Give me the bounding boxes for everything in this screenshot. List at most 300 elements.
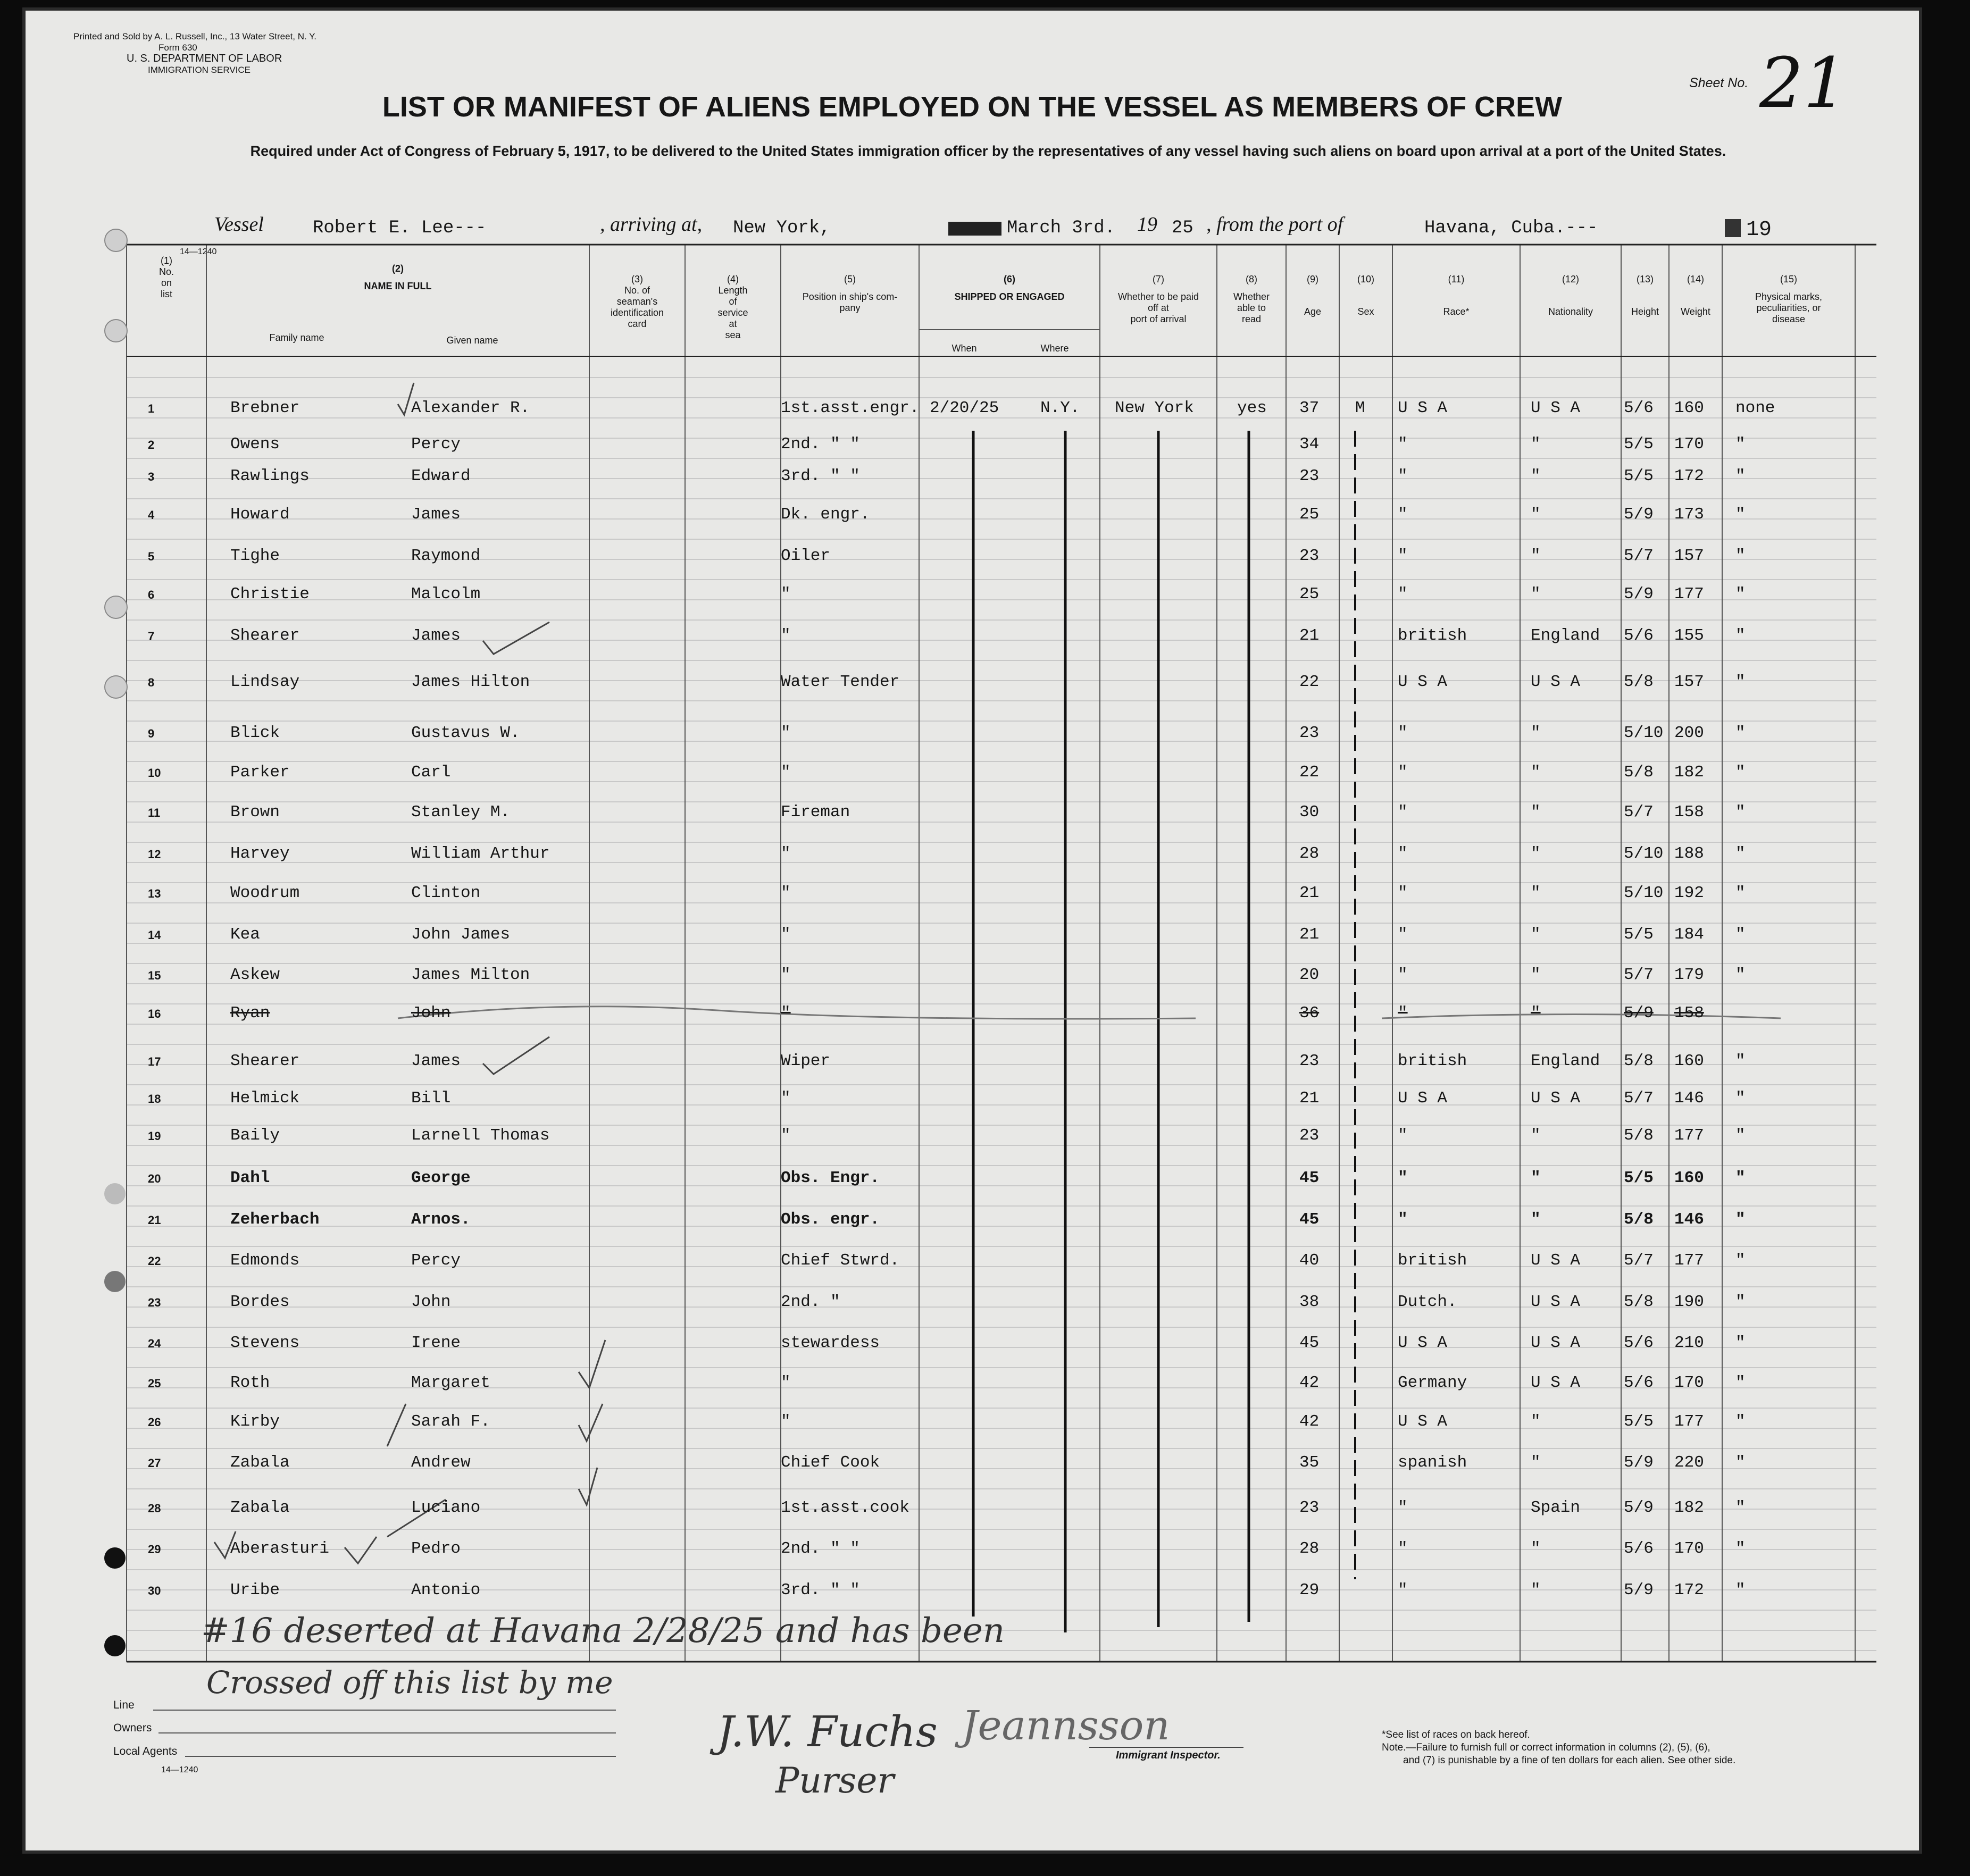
cell-position: 3rd. " " bbox=[781, 467, 860, 485]
cell-family: Rawlings bbox=[230, 467, 310, 485]
cell-height: 5/9 bbox=[1624, 585, 1654, 604]
cell-no: 26 bbox=[148, 1416, 161, 1429]
cell-weight: 158 bbox=[1674, 803, 1704, 822]
cell-marks: " bbox=[1735, 1374, 1746, 1392]
cell-given: Edward bbox=[411, 467, 471, 485]
cell-weight: 210 bbox=[1674, 1334, 1704, 1352]
handwritten-note-line-2: Crossed off this list by me bbox=[206, 1664, 613, 1701]
cell-family: Aberasturi bbox=[230, 1539, 330, 1558]
col-13-header: (13) Height bbox=[1631, 274, 1659, 317]
cell-nationality: U S A bbox=[1531, 1251, 1581, 1270]
cell-position: " bbox=[781, 1089, 791, 1108]
cell-race: U S A bbox=[1398, 1334, 1448, 1352]
cell-marks: " bbox=[1735, 1293, 1746, 1311]
inspector-signature: Jeannsson bbox=[962, 1702, 1170, 1749]
cell-race: " bbox=[1398, 467, 1408, 485]
cell-age: 30 bbox=[1299, 803, 1320, 822]
col-7-header: (7) Whether to be paid off at port of arrival bbox=[1117, 274, 1199, 324]
cell-nationality: " bbox=[1531, 1453, 1541, 1472]
cell-given: James bbox=[411, 1052, 461, 1070]
cell-nationality: England bbox=[1531, 626, 1600, 645]
cell-nationality: " bbox=[1531, 966, 1541, 984]
cell-position: 1st.asst.cook bbox=[781, 1498, 909, 1517]
cell-given: Malcolm bbox=[411, 585, 481, 604]
cell-given: James Milton bbox=[411, 966, 530, 984]
cell-position: 1st.asst.engr. bbox=[781, 399, 920, 417]
cell-nationality: " bbox=[1531, 844, 1541, 863]
cell-age: 23 bbox=[1299, 1498, 1320, 1517]
cell-nationality: " bbox=[1531, 763, 1541, 782]
line-label: Line bbox=[113, 1699, 135, 1711]
cell-given: Irene bbox=[411, 1334, 461, 1352]
cell-race: " bbox=[1398, 585, 1408, 604]
cell-family: Brown bbox=[230, 803, 280, 822]
cell-no: 2 bbox=[148, 438, 155, 451]
cell-given: Sarah F. bbox=[411, 1412, 490, 1431]
cell-race: " bbox=[1398, 763, 1408, 782]
cell-age: 23 bbox=[1299, 724, 1320, 742]
cell-marks: " bbox=[1735, 547, 1746, 565]
cell-given: Larnell Thomas bbox=[411, 1126, 550, 1145]
owners-rule bbox=[158, 1732, 616, 1733]
service-name: IMMIGRATION SERVICE bbox=[148, 65, 251, 75]
cell-position: 3rd. " " bbox=[781, 1581, 860, 1599]
cell-marks: " bbox=[1735, 1210, 1746, 1229]
cell-read: yes bbox=[1237, 399, 1267, 417]
cell-weight: 170 bbox=[1674, 1374, 1704, 1392]
cell-nationality: U S A bbox=[1531, 399, 1581, 417]
cell-race: " bbox=[1398, 505, 1408, 524]
cell-marks: " bbox=[1735, 884, 1746, 902]
cell-race: " bbox=[1398, 925, 1408, 944]
cell-marks: " bbox=[1735, 966, 1746, 984]
cell-height: 5/6 bbox=[1624, 626, 1654, 645]
cell-age: 29 bbox=[1299, 1581, 1320, 1599]
cell-no: 20 bbox=[148, 1172, 161, 1185]
cell-family: Uribe bbox=[230, 1581, 280, 1599]
local-agents-label: Local Agents bbox=[113, 1745, 178, 1757]
cell-position: " bbox=[781, 763, 791, 782]
cell-weight: 190 bbox=[1674, 1293, 1704, 1311]
cell-family: Shearer bbox=[230, 1052, 300, 1070]
cell-position: Obs. Engr. bbox=[781, 1169, 880, 1187]
cell-marks: " bbox=[1735, 505, 1746, 524]
cell-position: " bbox=[781, 966, 791, 984]
cell-position: 2nd. " " bbox=[781, 435, 860, 454]
cell-height: 5/8 bbox=[1624, 763, 1654, 782]
cell-height: 5/5 bbox=[1624, 1412, 1654, 1431]
cell-age: 23 bbox=[1299, 1126, 1320, 1145]
cell-no: 17 bbox=[148, 1055, 161, 1068]
cell-height: 5/10 bbox=[1624, 844, 1664, 863]
cell-given: Raymond bbox=[411, 547, 481, 565]
cell-nationality: U S A bbox=[1531, 673, 1581, 691]
cell-position: " bbox=[781, 884, 791, 902]
manifest-sheet bbox=[26, 11, 1919, 1850]
cell-no: 3 bbox=[148, 470, 155, 483]
cell-weight: 146 bbox=[1674, 1210, 1704, 1229]
cell-no: 30 bbox=[148, 1584, 161, 1597]
cell-when: 2/20/25 bbox=[930, 399, 999, 417]
cell-weight: 200 bbox=[1674, 724, 1704, 742]
cell-family: Baily bbox=[230, 1126, 280, 1145]
cell-given: William Arthur bbox=[411, 844, 550, 863]
cell-family: Howard bbox=[230, 505, 290, 524]
family-name-header: Family name bbox=[269, 332, 324, 343]
cell-position: Chief Cook bbox=[781, 1453, 880, 1472]
cell-weight: 146 bbox=[1674, 1089, 1704, 1108]
cell-family: Woodrum bbox=[230, 884, 300, 902]
right-number: 19 bbox=[1746, 218, 1772, 242]
cell-given: Clinton bbox=[411, 884, 481, 902]
cell-no: 16 bbox=[148, 1007, 161, 1020]
cell-age: 45 bbox=[1299, 1334, 1320, 1352]
cell-no: 14 bbox=[148, 928, 161, 942]
cell-no: 7 bbox=[148, 630, 155, 643]
cell-weight: 192 bbox=[1674, 884, 1704, 902]
cell-given: James bbox=[411, 626, 461, 645]
cell-weight: 160 bbox=[1674, 399, 1704, 417]
cell-no: 6 bbox=[148, 588, 155, 601]
cell-height: 5/6 bbox=[1624, 1539, 1654, 1558]
cell-given: Stanley M. bbox=[411, 803, 511, 822]
cell-height: 5/10 bbox=[1624, 884, 1664, 902]
col-11-header: (11) Race* bbox=[1443, 274, 1470, 317]
cell-position: " bbox=[781, 1412, 791, 1431]
inspector-label: Immigrant Inspector. bbox=[1116, 1749, 1221, 1761]
cell-height: 5/8 bbox=[1624, 673, 1654, 691]
cell-family: Helmick bbox=[230, 1089, 300, 1108]
cell-weight: 179 bbox=[1674, 966, 1704, 984]
cell-family: Christie bbox=[230, 585, 310, 604]
cell-weight: 220 bbox=[1674, 1453, 1704, 1472]
cell-given: Antonio bbox=[411, 1581, 481, 1599]
punch-hole bbox=[104, 319, 128, 342]
department-name: U. S. DEPARTMENT OF LABOR bbox=[127, 53, 282, 64]
cell-given: John James bbox=[411, 925, 511, 944]
cell-no: 1 bbox=[148, 402, 155, 415]
cell-age: 23 bbox=[1299, 1052, 1320, 1070]
cell-position: " bbox=[781, 1126, 791, 1145]
cell-weight: 172 bbox=[1674, 1581, 1704, 1599]
cell-no: 21 bbox=[148, 1213, 161, 1227]
cell-position: " bbox=[781, 626, 791, 645]
cell-marks: " bbox=[1735, 626, 1746, 645]
cell-no: 8 bbox=[148, 676, 155, 689]
cell-height: 5/8 bbox=[1624, 1210, 1654, 1229]
cell-race: Germany bbox=[1398, 1374, 1467, 1392]
cell-race: british bbox=[1398, 626, 1467, 645]
cell-family: Bordes bbox=[230, 1293, 290, 1311]
cell-height: 5/9 bbox=[1624, 505, 1654, 524]
agents-rule bbox=[185, 1756, 616, 1757]
cell-family: Zabala bbox=[230, 1453, 290, 1472]
cell-given: John bbox=[411, 1004, 451, 1023]
cell-race: spanish bbox=[1398, 1453, 1467, 1472]
col-12-header: (12) Nationality bbox=[1548, 274, 1593, 317]
cell-age: 21 bbox=[1299, 884, 1320, 902]
cell-nationality: U S A bbox=[1531, 1374, 1581, 1392]
cell-age: 45 bbox=[1299, 1210, 1320, 1229]
form-title: LIST OR MANIFEST OF ALIENS EMPLOYED ON THE VESSEL AS MEMBERS OF CREW bbox=[382, 91, 1563, 123]
cell-family: Ryan bbox=[230, 1004, 270, 1023]
cell-height: 5/5 bbox=[1624, 435, 1654, 454]
cell-marks: " bbox=[1735, 1251, 1746, 1270]
cell-height: 5/9 bbox=[1624, 1581, 1654, 1599]
cell-race: " bbox=[1398, 884, 1408, 902]
punch-hole bbox=[104, 596, 128, 619]
cell-nationality: U S A bbox=[1531, 1089, 1581, 1108]
cell-given: Arnos. bbox=[411, 1210, 471, 1229]
cell-family: Zeherbach bbox=[230, 1210, 320, 1229]
cell-height: 5/8 bbox=[1624, 1052, 1654, 1070]
cell-position: Chief Stwrd. bbox=[781, 1251, 900, 1270]
cell-position: " bbox=[781, 1374, 791, 1392]
cell-weight: 184 bbox=[1674, 925, 1704, 944]
cell-nationality: " bbox=[1531, 1412, 1541, 1431]
col-6-header: (6) SHIPPED OR ENGAGED bbox=[954, 274, 1065, 302]
cell-given: Percy bbox=[411, 1251, 461, 1270]
cell-age: 36 bbox=[1299, 1004, 1320, 1023]
cell-race: " bbox=[1398, 1004, 1408, 1023]
punch-hole bbox=[104, 1635, 126, 1656]
cell-age: 23 bbox=[1299, 467, 1320, 485]
cell-position: Fireman bbox=[781, 803, 850, 822]
cell-marks: " bbox=[1735, 925, 1746, 944]
cell-sex: M bbox=[1355, 399, 1365, 417]
cell-height: 5/5 bbox=[1624, 925, 1654, 944]
cell-paid-off: New York bbox=[1115, 399, 1194, 417]
cell-nationality: " bbox=[1531, 547, 1541, 565]
cell-marks: " bbox=[1735, 1453, 1746, 1472]
cell-no: 24 bbox=[148, 1337, 161, 1350]
cell-marks: " bbox=[1735, 435, 1746, 454]
cell-race: " bbox=[1398, 1169, 1408, 1187]
cell-age: 22 bbox=[1299, 763, 1320, 782]
given-name-header: Given name bbox=[446, 335, 498, 346]
col-9-header: (9) Age bbox=[1304, 274, 1322, 317]
sheet-number: 21 bbox=[1759, 43, 1848, 123]
cell-marks: " bbox=[1735, 1498, 1746, 1517]
cell-weight: 160 bbox=[1674, 1169, 1704, 1187]
cell-weight: 157 bbox=[1674, 547, 1704, 565]
cell-height: 5/9 bbox=[1624, 1004, 1654, 1023]
form-subtitle: Required under Act of Congress of February 5, 1917, to be delivered to the United States immigration officer by the representatives of any vessel having such aliens on board upon arrival at a port of the United States. bbox=[250, 143, 1726, 159]
cell-weight: 182 bbox=[1674, 763, 1704, 782]
cell-weight: 182 bbox=[1674, 1498, 1704, 1517]
cell-age: 25 bbox=[1299, 585, 1320, 604]
cell-age: 28 bbox=[1299, 844, 1320, 863]
cell-race: Dutch. bbox=[1398, 1293, 1457, 1311]
cell-height: 5/5 bbox=[1624, 1169, 1654, 1187]
cell-given: Bill bbox=[411, 1089, 451, 1108]
cell-race: british bbox=[1398, 1052, 1467, 1070]
cell-height: 5/7 bbox=[1624, 966, 1654, 984]
cell-weight: 177 bbox=[1674, 585, 1704, 604]
fine-note-1: Note.—Failure to furnish full or correct information in columns (2), (5), (6), bbox=[1382, 1742, 1710, 1753]
cell-nationality: " bbox=[1531, 925, 1541, 944]
punch-hole bbox=[104, 229, 128, 252]
cell-weight: 170 bbox=[1674, 1539, 1704, 1558]
cell-height: 5/9 bbox=[1624, 1453, 1654, 1472]
cell-height: 5/5 bbox=[1624, 467, 1654, 485]
punch-hole bbox=[104, 1547, 126, 1569]
cell-no: 29 bbox=[148, 1543, 161, 1556]
cell-race: " bbox=[1398, 1498, 1408, 1517]
cell-nationality: " bbox=[1531, 884, 1541, 902]
form-number: Form 630 bbox=[158, 43, 197, 53]
cell-nationality: " bbox=[1531, 1169, 1541, 1187]
year-suffix: 25 bbox=[1172, 218, 1193, 238]
cell-position: 2nd. " bbox=[781, 1293, 840, 1311]
from-port: Havana, Cuba.--- bbox=[1424, 218, 1598, 238]
col-5-header: (5) Position in ship's com- pany bbox=[802, 274, 898, 313]
cell-no: 25 bbox=[148, 1377, 161, 1390]
cell-race: U S A bbox=[1398, 1412, 1448, 1431]
cell-marks: " bbox=[1735, 803, 1746, 822]
cell-family: Parker bbox=[230, 763, 290, 782]
cell-given: Gustavus W. bbox=[411, 724, 520, 742]
cell-age: 40 bbox=[1299, 1251, 1320, 1270]
cell-race: british bbox=[1398, 1251, 1467, 1270]
cell-weight: 177 bbox=[1674, 1412, 1704, 1431]
cell-no: 12 bbox=[148, 848, 161, 861]
cell-age: 37 bbox=[1299, 399, 1320, 417]
arrival-date: March 3rd. bbox=[1007, 218, 1116, 238]
cell-marks: " bbox=[1735, 1581, 1746, 1599]
cell-race: " bbox=[1398, 435, 1408, 454]
cell-position: Water Tender bbox=[781, 673, 900, 691]
cell-family: Roth bbox=[230, 1374, 270, 1392]
cell-family: Kea bbox=[230, 925, 260, 944]
cell-given: Andrew bbox=[411, 1453, 471, 1472]
handwritten-note-line-1: #16 deserted at Havana 2/28/25 and has been bbox=[201, 1611, 1005, 1651]
cell-age: 35 bbox=[1299, 1453, 1320, 1472]
cell-position: stewardess bbox=[781, 1334, 880, 1352]
cell-marks: " bbox=[1735, 1126, 1746, 1145]
punch-hole bbox=[104, 1183, 126, 1204]
cell-nationality: " bbox=[1531, 435, 1541, 454]
printer-line: Printed and Sold by A. L. Russell, Inc., 13 Water Street, N. Y. bbox=[73, 31, 317, 41]
cell-position: " bbox=[781, 925, 791, 944]
cell-family: Shearer bbox=[230, 626, 300, 645]
cell-nationality: England bbox=[1531, 1052, 1600, 1070]
col-8-header: (8) Whether able to read bbox=[1233, 274, 1270, 324]
cell-height: 5/7 bbox=[1624, 803, 1654, 822]
cell-weight: 172 bbox=[1674, 467, 1704, 485]
cell-position: Wiper bbox=[781, 1052, 831, 1070]
cell-no: 15 bbox=[148, 969, 161, 982]
cell-no: 19 bbox=[148, 1129, 161, 1143]
cell-weight: 170 bbox=[1674, 435, 1704, 454]
cell-race: U S A bbox=[1398, 673, 1448, 691]
cell-family: Zabala bbox=[230, 1498, 290, 1517]
cell-marks: " bbox=[1735, 724, 1746, 742]
cell-marks: " bbox=[1735, 1089, 1746, 1108]
cell-weight: 173 bbox=[1674, 505, 1704, 524]
when-header: When bbox=[951, 343, 977, 354]
cell-age: 23 bbox=[1299, 547, 1320, 565]
cell-no: 27 bbox=[148, 1456, 161, 1470]
cell-no: 5 bbox=[148, 550, 155, 563]
cell-height: 5/6 bbox=[1624, 399, 1654, 417]
cell-age: 21 bbox=[1299, 626, 1320, 645]
cell-weight: 177 bbox=[1674, 1126, 1704, 1145]
cell-race: " bbox=[1398, 1581, 1408, 1599]
cell-age: 25 bbox=[1299, 505, 1320, 524]
footer-form-code: 14—1240 bbox=[161, 1765, 198, 1774]
cell-position: Oiler bbox=[781, 547, 831, 565]
cell-given: John bbox=[411, 1293, 451, 1311]
cell-given: George bbox=[411, 1169, 471, 1187]
cell-height: 5/6 bbox=[1624, 1334, 1654, 1352]
cell-weight: 177 bbox=[1674, 1251, 1704, 1270]
cell-marks: " bbox=[1735, 1539, 1746, 1558]
cell-nationality: " bbox=[1531, 1210, 1541, 1229]
cell-position: 2nd. " " bbox=[781, 1539, 860, 1558]
vessel-label: Vessel bbox=[214, 213, 264, 236]
cell-height: 5/9 bbox=[1624, 1498, 1654, 1517]
cell-height: 5/7 bbox=[1624, 547, 1654, 565]
cell-no: 28 bbox=[148, 1502, 161, 1515]
cell-family: Dahl bbox=[230, 1169, 270, 1187]
cell-nationality: " bbox=[1531, 1004, 1541, 1023]
purser-signature: J.W. Fuchs bbox=[717, 1707, 938, 1756]
cell-age: 22 bbox=[1299, 673, 1320, 691]
cell-race: " bbox=[1398, 966, 1408, 984]
cell-weight: 158 bbox=[1674, 1004, 1704, 1023]
col-2-header: (2) NAME IN FULL bbox=[364, 263, 432, 291]
cell-marks: none bbox=[1735, 399, 1775, 417]
cell-given: Luciano bbox=[411, 1498, 481, 1517]
cell-no: 10 bbox=[148, 766, 161, 780]
cell-nationality: " bbox=[1531, 803, 1541, 822]
line-rule bbox=[153, 1710, 616, 1711]
cell-position: " bbox=[781, 844, 791, 863]
inspector-rule bbox=[1089, 1747, 1243, 1748]
col-14-header: (14) Weight bbox=[1681, 274, 1710, 317]
punch-hole bbox=[104, 1271, 126, 1292]
cell-no: 9 bbox=[148, 727, 155, 740]
cell-weight: 160 bbox=[1674, 1052, 1704, 1070]
cell-marks: " bbox=[1735, 467, 1746, 485]
fine-note-2: and (7) is punishable by a fine of ten dollars for each alien. See other side. bbox=[1403, 1755, 1736, 1766]
cell-race: " bbox=[1398, 1210, 1408, 1229]
cell-nationality: " bbox=[1531, 724, 1541, 742]
cell-marks: " bbox=[1735, 673, 1746, 691]
cell-no: 13 bbox=[148, 887, 161, 900]
purser-title: Purser bbox=[775, 1760, 894, 1801]
cell-nationality: U S A bbox=[1531, 1334, 1581, 1352]
cell-marks: " bbox=[1735, 763, 1746, 782]
cell-height: 5/8 bbox=[1624, 1126, 1654, 1145]
cell-marks: " bbox=[1735, 585, 1746, 604]
cell-family: Tighe bbox=[230, 547, 280, 565]
cell-where: N.Y. bbox=[1040, 399, 1080, 417]
cell-family: Kirby bbox=[230, 1412, 280, 1431]
cell-family: Askew bbox=[230, 966, 280, 984]
cell-race: " bbox=[1398, 844, 1408, 863]
cell-family: Blick bbox=[230, 724, 280, 742]
col-1-header: (1) No. on list bbox=[158, 255, 174, 299]
cell-position: " bbox=[781, 1004, 791, 1023]
punch-hole bbox=[104, 675, 128, 699]
cell-family: Edmonds bbox=[230, 1251, 300, 1270]
cell-age: 28 bbox=[1299, 1539, 1320, 1558]
cell-race: U S A bbox=[1398, 1089, 1448, 1108]
cell-given: Pedro bbox=[411, 1539, 461, 1558]
cell-marks: " bbox=[1735, 1169, 1746, 1187]
